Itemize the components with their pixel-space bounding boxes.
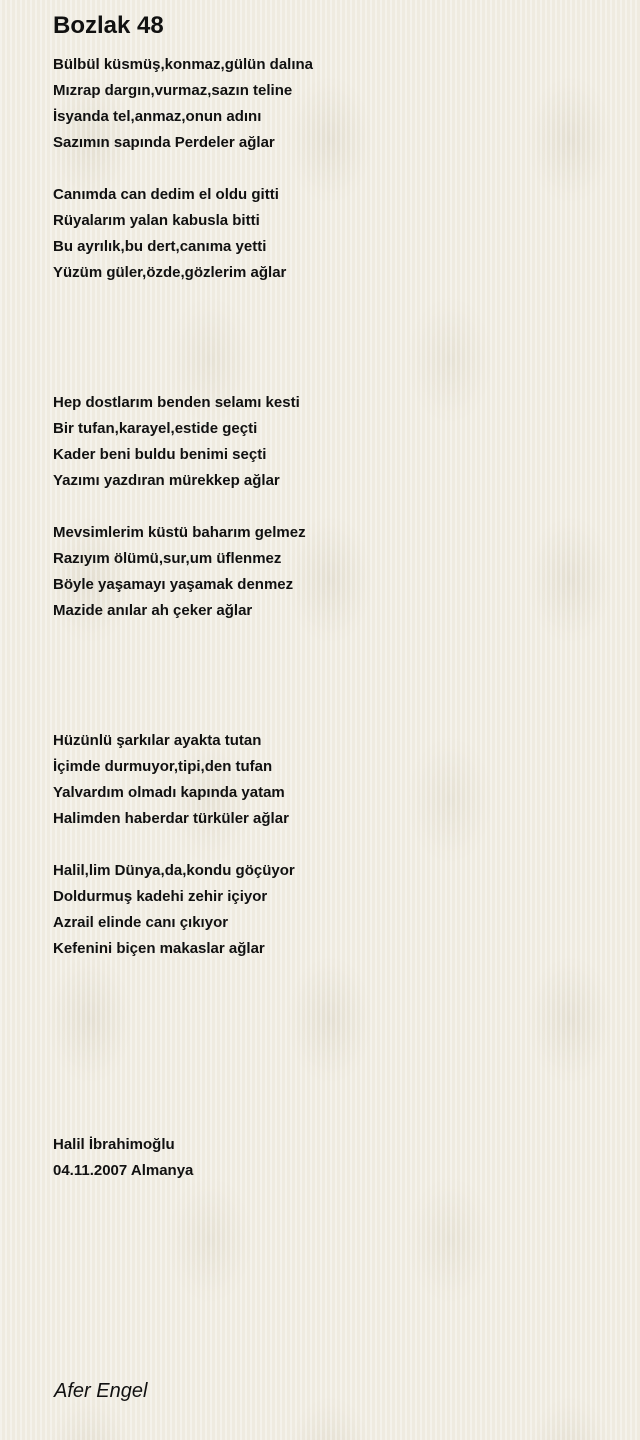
poem-line: Kader beni buldu benimi seçti: [53, 446, 267, 463]
poem-line: Kefenini biçen makaslar ağlar: [53, 940, 265, 957]
stanza-6: [53, 858, 613, 962]
poem-line: Yazımı yazdıran mürekkep ağlar: [53, 472, 280, 489]
stanza-5: [53, 728, 613, 832]
poem-line: Bir tufan,karayel,estide geçti: [53, 420, 258, 437]
poem-line: Razıyım ölümü,sur,um üflenmez: [53, 550, 282, 567]
poem-line: Azrail elinde canı çıkıyor: [53, 914, 229, 931]
poem-signature: [53, 1132, 193, 1184]
poem-line: Mazide anılar ah çeker ağlar: [53, 602, 253, 619]
poem-line: Böyle yaşamayı yaşamak denmez: [53, 576, 294, 593]
poem-line: İsyanda tel,anmaz,onun adını: [53, 108, 262, 125]
poem-line: Halimden haberdar türküler ağlar: [53, 810, 289, 827]
poem-line: Hüzünlü şarkılar ayakta tutan: [53, 732, 262, 749]
poem-line: Rüyalarım yalan kabusla bitti: [53, 212, 260, 229]
poem-line: Sazımın sapında Perdeler ağlar: [53, 134, 275, 151]
stanza-gap: [53, 624, 613, 728]
poem-line: Mızrap dargın,vurmaz,sazın teline: [53, 82, 293, 99]
stanza-1: [53, 52, 613, 156]
poem-body: [53, 52, 613, 962]
poem-line: Bu ayrılık,bu dert,canıma yetti: [53, 238, 267, 255]
stanza-4: [53, 520, 613, 624]
poem-date-place: 04.11.2007 Almanya: [53, 1162, 194, 1179]
poem-line: Mevsimlerim küstü baharım gelmez: [53, 524, 306, 541]
author-name: Afer Engel: [54, 1380, 148, 1402]
poem-title: Bozlak 48: [53, 12, 164, 39]
stanza-2: [53, 182, 613, 286]
poem-line: Doldurmuş kadehi zehir içiyor: [53, 888, 268, 905]
stanza-gap: [53, 286, 613, 390]
poem-line: İçimde durmuyor,tipi,den tufan: [53, 758, 273, 775]
poem-line: Halil,lim Dünya,da,kondu göçüyor: [53, 862, 295, 879]
poem-line: Bülbül küsmüş,konmaz,gülün dalına: [53, 56, 314, 73]
poem-line: Yalvardım olmadı kapında yatam: [53, 784, 285, 801]
poem-line: Hep dostlarım benden selamı kesti: [53, 394, 300, 411]
poem-line: Yüzüm güler,özde,gözlerim ağlar: [53, 264, 287, 281]
stanza-gap: [53, 494, 613, 520]
stanza-gap: [53, 156, 613, 182]
poet-name: Halil İbrahimoğlu: [53, 1136, 175, 1153]
stanza-3: [53, 390, 613, 494]
stanza-gap: [53, 832, 613, 858]
poem-line: Canımda can dedim el oldu gitti: [53, 186, 279, 203]
